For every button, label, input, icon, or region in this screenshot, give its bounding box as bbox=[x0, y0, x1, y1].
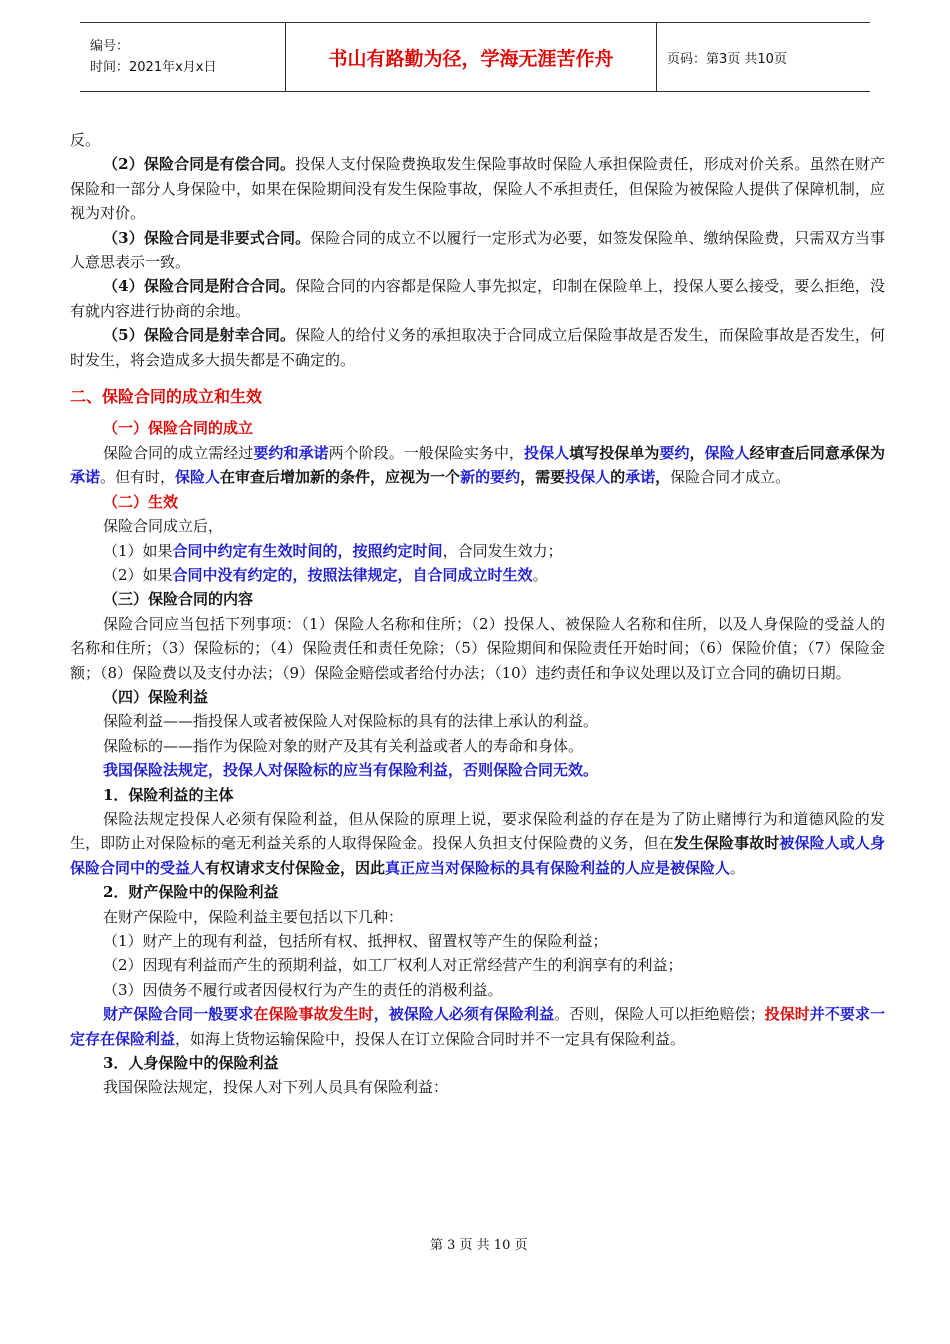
header-motto bbox=[285, 23, 657, 91]
text-run: 保险合同的成立需经过 bbox=[103, 443, 254, 462]
highlight-run: 保险人 bbox=[175, 468, 221, 487]
item-text: 保险人的给付义务的承担取决于合同成立后保险事故是否发生，而保险事故是否发生，何时发生，将会造成多大损失都是不确定的。 bbox=[70, 326, 885, 369]
subsection-title-interest: （四）保险利益 bbox=[103, 687, 209, 706]
text-run: ，如海上货物运输保险中，投保人在订立保险合同时并不一定具有保险利益。 bbox=[175, 1029, 686, 1048]
list-item-property-1: （1）财产上的现有利益，包括所有权、抵押权、留置权等产生的保险利益； bbox=[103, 932, 608, 950]
highlight-run: 保险人 bbox=[704, 443, 750, 462]
highlight-run: 投保人 bbox=[565, 468, 611, 487]
list-item-property-2: （2）因现有利益而产生的预期利益，如工厂权利人对正常经营产生的利润享有的利益； bbox=[103, 956, 683, 975]
text-run: ，合同发生效力； bbox=[442, 541, 563, 560]
text-run: 。 bbox=[532, 565, 548, 584]
definition-insurable-interest: 保险利益——指投保人或者被保险人对保险标的具有的法律上承认的利益。 bbox=[103, 712, 599, 731]
item-text: 保险合同的成立不以履行一定形式为必要，如签发保险单、缴纳保险费，只需双方当事人意思表示一致。 bbox=[70, 228, 885, 272]
highlight-run: 承诺 bbox=[625, 468, 656, 487]
bold-run: ， bbox=[655, 468, 671, 487]
highlight-run: 新的要约 bbox=[460, 468, 521, 487]
motto-text: 书山有路勤为径，学海无涯苦作舟 bbox=[328, 47, 614, 70]
bold-run: 发生保险事故时 bbox=[673, 834, 780, 853]
paragraph-effect-intro: 保险合同成立后， bbox=[103, 517, 224, 536]
list-item-property-3: （3）因债务不履行或者因侵权行为产生的责任的消极利益。 bbox=[103, 980, 503, 999]
paragraph-person-intro: 我国保险法规定，投保人对下列人员具有保险利益： bbox=[103, 1078, 449, 1097]
numbered-heading-2: 2．财产保险中的保险利益 bbox=[103, 883, 279, 902]
highlight-run: 要约和承诺 bbox=[253, 443, 329, 462]
bold-run: ， bbox=[689, 443, 705, 462]
item-text: 保险合同的内容都是保险人事先拟定，印制在保险单上，投保人要么接受，要么拒绝，没有就内容进行协商的余地。 bbox=[70, 277, 885, 320]
red-run: 在保险事故发生时 bbox=[253, 1005, 374, 1024]
list-item-effect-2 bbox=[70, 563, 885, 587]
paragraph-adhesion-contract bbox=[70, 274, 885, 323]
paragraph-compensated-contract bbox=[70, 152, 885, 225]
header-page-info bbox=[657, 23, 787, 91]
paragraph-interest-subject bbox=[70, 807, 885, 880]
bold-run: 有权请求支付保险金，因此 bbox=[205, 858, 386, 877]
page-info-text: 页码：第3页 共10页 bbox=[667, 51, 787, 67]
item-heading: （4）保险合同是附合合同。 bbox=[103, 277, 296, 296]
bold-run: 的 bbox=[610, 468, 626, 487]
text-run: 。否则，保险人可以拒绝赔偿； bbox=[554, 1005, 765, 1024]
item-heading: （3）保险合同是非要式合同。 bbox=[103, 228, 311, 247]
paragraph-informal-contract bbox=[70, 226, 885, 275]
highlight-run: ，被保险人必须有保险利益 bbox=[373, 1005, 555, 1024]
highlight-run: 合同中约定有生效时间的，按照约定时间 bbox=[172, 541, 443, 560]
highlight-run: 财产保险合同一般要求 bbox=[103, 1005, 254, 1024]
item-heading: （2）保险合同是有偿合同。 bbox=[103, 155, 296, 174]
red-run: 投保时 bbox=[764, 1005, 810, 1024]
list-item-effect-1 bbox=[70, 539, 885, 563]
item-text: 投保人支付保险费换取发生保险事故时保险人承担保险责任，形成对价关系。虽然在财产保险和一部分人身保险中，如果在保险期间没有发生保险事故，保险人不承担责任，但保险为被保险人提供了保障机制，应视为对价。 bbox=[70, 155, 885, 223]
highlight-run: 投保人 bbox=[524, 443, 570, 462]
paragraph-aleatory-contract bbox=[70, 323, 885, 372]
numbered-heading-3: 3．人身保险中的保险利益 bbox=[103, 1054, 279, 1073]
subsection-title-effect: （二）生效 bbox=[103, 492, 179, 511]
highlight-run: 被保险人或人身保险合同中的受益人 bbox=[70, 834, 885, 877]
number-label: 编号： bbox=[90, 39, 130, 54]
text-run: 。但有时， bbox=[100, 468, 176, 487]
section-title: 二、保险合同的成立和生效 bbox=[70, 387, 263, 407]
bold-run: 填写投保单为 bbox=[569, 443, 660, 462]
highlight-run: 要约 bbox=[659, 443, 690, 462]
page-header bbox=[80, 22, 870, 92]
paragraph-formation bbox=[70, 441, 885, 490]
footer-page-number: 第 3 页 共 10 页 bbox=[430, 1238, 528, 1253]
text-run: 保险合同才成立。 bbox=[670, 468, 791, 487]
subsection-title-content: （三）保险合同的内容 bbox=[103, 590, 254, 609]
numbered-heading-1: 1．保险利益的主体 bbox=[103, 785, 234, 804]
text-run: 保险法规定投保人必须有保险利益，但从保险的原理上说，要求保险利益的存在是为了防止赌博行为和道德风险的发生，即防止对保险标的毫无利益关系的人取得保险金。投保人负担支付保险费的义务，但在 bbox=[70, 809, 885, 853]
time-label: 时间：2021年x月x日 bbox=[90, 60, 217, 75]
highlight-run: 真正应当对保险标的具有保险利益的人应是被保险人 bbox=[385, 858, 731, 877]
page-footer bbox=[0, 1234, 950, 1253]
paragraph-content: 保险合同应当包括下列事项：（1）保险人名称和住所；（2）投保人、被保险人名称和住所，以及人身保险的受益人的名称和住所；（3）保险标的；（4）保险责任和责任免除；（5）保险期间和保险责任开始时间；（6）保险价值；（7）保险金额；（8）保险费以及支付办法；（9）保险金赔偿或者给付办法；（10）违约责任和争议处理以及订立合同的确切日期。 bbox=[70, 614, 885, 682]
bold-run: 在审查后增加新的条件，应视为一个 bbox=[220, 468, 461, 487]
highlight-run: 承诺 bbox=[70, 468, 101, 487]
paragraph-property-intro: 在财产保险中，保险利益主要包括以下几种： bbox=[103, 907, 404, 926]
definition-subject-matter: 保险标的——指作为保险对象的财产及其有关利益或者人的寿命和身体。 bbox=[103, 736, 584, 755]
bold-run: 经审查后同意承保为 bbox=[749, 443, 885, 462]
paragraph-continuation: 反。 bbox=[70, 131, 101, 149]
header-meta bbox=[80, 23, 285, 91]
bold-run: ，需要 bbox=[520, 468, 566, 487]
subsection-title-formation: （一）保险合同的成立 bbox=[103, 419, 254, 438]
law-statement: 我国保险法规定，投保人对保险标的应当有保险利益，否则保险合同无效。 bbox=[103, 761, 599, 780]
text-run: （2）如果 bbox=[103, 565, 173, 584]
text-run: 两个阶段。一般保险实务中， bbox=[328, 443, 525, 462]
item-heading: （5）保险合同是射幸合同。 bbox=[103, 326, 296, 345]
highlight-run: 合同中没有约定的，按照法律规定，自合同成立时生效 bbox=[172, 565, 533, 584]
paragraph-property-rule bbox=[70, 1002, 885, 1051]
text-run: （1）如果 bbox=[103, 541, 173, 560]
document-body bbox=[70, 128, 885, 1100]
highlight-run: 并不要求一定存在保险利益 bbox=[70, 1005, 885, 1048]
text-run: 。 bbox=[730, 858, 746, 877]
